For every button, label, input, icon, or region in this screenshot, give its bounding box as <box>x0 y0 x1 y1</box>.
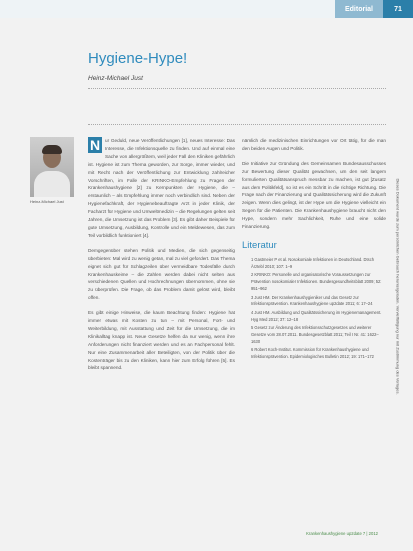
reference-item: 2 KRINKO: Personelle und organisatorische Voraussetzungen zur Prävention nosokomialer Infektionen. Bundesgesundheitsblatt 2009; 52: 951–962 <box>251 272 382 292</box>
article-paragraph: Demgegenüber stehen Politik und Medien, die sich gegenseitig überbieten: Mal wird zu wenig getan, mal zu viel gefordert. Das Thema eignet sich gut für Schlagzeilen über vermeidbare Todesfälle durch Krankenhauskeime – die Zahlen werden dabei nicht selten aus verschiedenen Quellen und Hochrechnungen übernommen, ohne sie zu überprüfen. Die Frage, ob das Problem damit gelöst wird, bleibt offen. <box>88 247 235 301</box>
author-photo <box>30 137 74 197</box>
page-number: 71 <box>383 0 413 18</box>
photo-caption: Heinz-Michael Just <box>30 199 64 204</box>
reference-item: 3 Just HM. Der Krankenhaushygieniker und das Gesetz zur Infektionsprävention. Krankenhaushygiene up2date 2011; 6: 17–24 <box>251 294 373 307</box>
copyright-sidebar <box>394 98 402 478</box>
running-header <box>335 0 413 18</box>
title-divider <box>88 88 386 89</box>
article-column-right <box>242 137 386 363</box>
article-column-left <box>88 137 235 379</box>
drop-cap: N <box>89 137 101 153</box>
intro-divider <box>88 124 386 125</box>
article-paragraph: Die Initiative zur Gründung des Gemeinsamen Bundesausschusses zur Bewertung dieser Qualität gewachsen, um den seit langem formulierten Qualitätsanspruch messbar zu machen, ist gut [Zusatz aus dem Politikfeld], so ist es ein Schritt in die richtige Richtung. Die Frage nach der Finanzierung und Qualitätssicherung wird die Zukunft zeigen. Wenn dies gelingt, ist der Hype um die Hygiene vielleicht ein Segen für die Patienten. Die Krankenhaushygiene braucht nicht den Hype, sondern mehr Sachlichkeit, Ruhe und eine solide Finanzierung. <box>242 160 386 230</box>
article-paragraph: Es gibt einige Hinweise, die kaum Beachtung finden: Hygiene hat immer etwas mit Kosten zu tun – mit Personal, Fort- und Weiterbildung, mit Ausstattung und Zeit für die Umsetzung, die im Klinikalltag knapp ist. Neue Gesetze helfen da nur wenig, wenn ihre Anforderungen nicht finanziert werden und es an Fachpersonal fehlt. Nur eine Zusammenarbeit aller Beteiligten, von der Politik über die Kostenträger bis zu den Kliniken, kann hier zum Erfolg führen [5]. Es bleibt spannend. <box>88 310 235 371</box>
journal-footer: Krankenhaushygiene up2date 7 | 2012 <box>306 531 378 536</box>
article-title: Hygiene-Hype! <box>88 50 188 67</box>
copyright-note: Dieses Dokument wurde zum persönlichen Gebrauch heruntergeladen. Vervielfältigung nur mit Zustimmung des Verlages. <box>395 178 401 395</box>
article-paragraph: nämlich die medizinischen Einrichtungen vor Ort tätig, für die man den beiden Augen und Politik. <box>242 138 386 151</box>
article-author: Heinz-Michael Just <box>88 75 143 82</box>
article-paragraph: N ur Geduld, neue Veröffentlichungen [1], neues Interesse: Das Interesse, die Infektionsquelle zu finden. Und auf einmal eine Sache von allergrößtem, weil jeder Fall den Kliniken gefährlich ist. Hygiene ist zum Thema geworden, zur Sorge, immer wieder, und mit Recht nach der Veröffentlichung zur Entwicklung zahlreicher Vorschriften, im Falle der KRINKO-Empfehlung zu Fragen der Krankenhaushygiene [2] zu Kernpunkten der Hygiene, die – erstaunlich – als Empfehlung immer noch verbindlich sind. Neben der Hygienefachkraft, der Hygienebeauftragte Arzt in jeder Klinik, der Facharzt für Hygiene und Umweltmedizin – die Regelungen gelten seit Jahren, die Umsetzung ist das Problem [3]. Es gibt daher Beispiele für gute Umsetzung, Ausbildung, Kontrolle und ein Meldewesen, das zum Teil vorbildlich funktioniert [4]. <box>88 137 235 238</box>
references-list <box>242 257 386 361</box>
reference-item: 4 Just HM. Ausbildung und Qualitätssicherung im Hygienemanagement. Hyg Med 2012; 37: 12–18 <box>251 309 382 322</box>
reference-item: 6 Robert Koch-Institut. Kommission für Krankenhaushygiene und Infektionsprävention. Epidemiologisches Bulletin 2012; 19: 171–172 <box>251 347 374 360</box>
reference-item: 1 Gastmeier P et al. Nosokomiale Infektionen in Deutschland. Dtsch Ärztebl 2010; 107: 1–9 <box>251 256 375 269</box>
reference-item: 5 Gesetz zur Änderung des Infektionsschutzgesetzes und weiterer Gesetze vom 28.07.2011. Bundesgesetzblatt 2011; Teil I Nr. 41: 1622–1630 <box>251 325 379 344</box>
section-label: Editorial <box>335 0 383 18</box>
references-heading: Literatur <box>242 239 277 251</box>
